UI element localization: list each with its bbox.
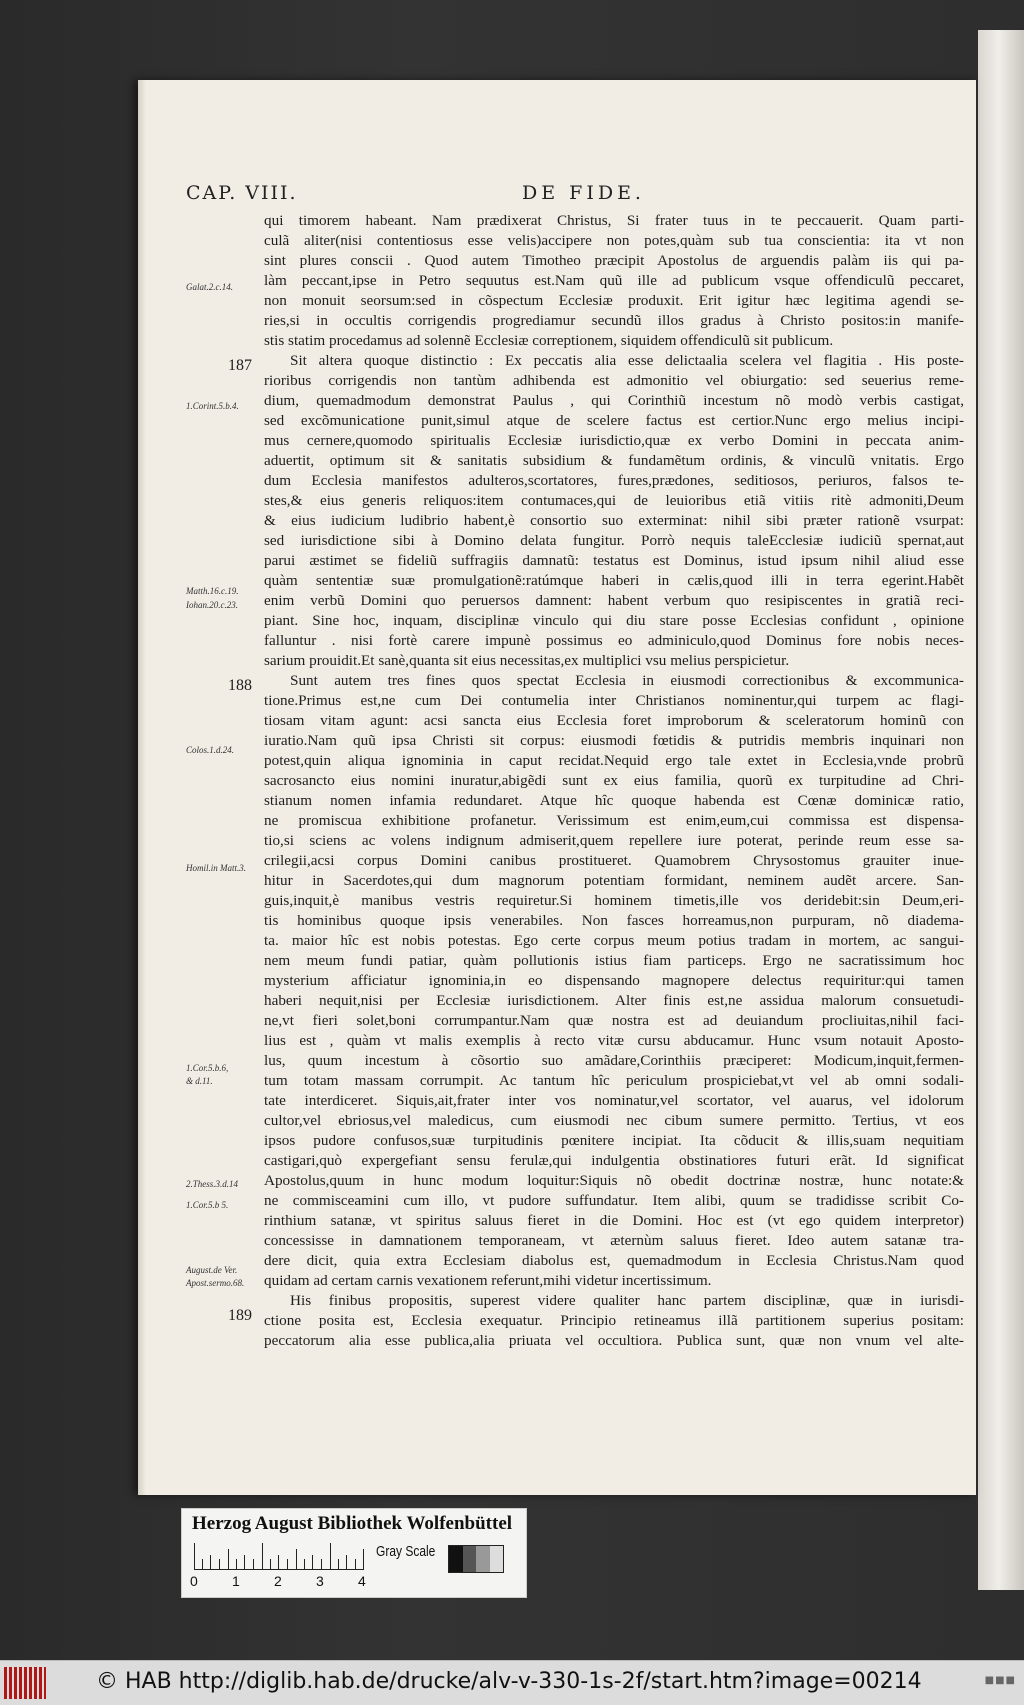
paragraph-number: 188	[228, 677, 252, 694]
text-line: ries,si in occultis corrigendis progrediamur secundũ illos gradus à Christo positos:in manife-	[264, 312, 964, 329]
text-line: ne commisceamini cum illo, vt pudore suffundatur. Item alibi, quum se tradidisse scribit Co-	[264, 1192, 964, 1209]
text-line: enim verbũ Domini quo peruersos damnent: habent verbum quo resipiscentes in gratiã reci-	[264, 592, 964, 609]
ruler-tick	[296, 1549, 297, 1569]
hab-logo-icon	[4, 1667, 46, 1699]
gray-scale-label: Gray Scale	[376, 1543, 436, 1560]
text-line: piant. Sine hoc, inquam, disciplinæ vinculo qui diu stare posse Ecclesias confidunt , opinione	[264, 612, 964, 629]
book-page	[138, 80, 976, 1495]
gray-swatch	[449, 1546, 463, 1572]
ruler-tick	[338, 1559, 339, 1569]
margin-note: 1.Cor.5.b 5.	[186, 1200, 229, 1210]
gray-scale-swatches	[448, 1545, 504, 1573]
text-line: qui timorem habeant. Nam prædixerat Christus, Si frater tuus in te peccauerit. Quam parti-	[264, 212, 964, 229]
ruler-tick	[278, 1555, 279, 1569]
margin-note: 1.Corint.5.b.4.	[186, 401, 239, 411]
text-line: tiosam vitam agunt: acsi sancta eius Ecclesia foret improborum & sceleratorum hominũ con	[264, 712, 964, 729]
text-line: concessisse in damnationem temporaneam, vt æternùm saluus fieret. Ideo autem satanæ tra-	[264, 1232, 964, 1249]
text-line: mysterium afficiatur ignominia,in eo dispensando magnopere delectus requiritur:qui tamen	[264, 972, 964, 989]
page-edge-shade	[138, 80, 146, 1495]
text-line: rinthium satanæ, vt spiritus saluus fieret in die Domini. Hoc est (vt ego quidem interpretor)	[264, 1212, 964, 1229]
ruler-tick	[236, 1559, 237, 1569]
text-line: tione.Primus est,ne cum Dei contumelia inter Christianos nominentur,qui turpem ac flagi-	[264, 692, 964, 709]
ruler-tick	[312, 1555, 313, 1569]
text-line: sed excõmunicatione punit,simul atque de scelere factus est certior.Nunc ergo melius incipi-	[264, 412, 964, 429]
text-line: falluntur . nisi fortè carere impunè possimus eo adminiculo,quod Dominus fore nobis neces-	[264, 632, 964, 649]
text-line: iuratio.Nam quũ ipsa Christi sit corpus: eiusmodi fœtidis & putridis membris inquinari non	[264, 732, 964, 749]
text-line: stes,& eius generis reliquos:item contumaces,qui de leuioribus etiã vitiis ritè admoniti,Deum	[264, 492, 964, 509]
measurement-ruler	[194, 1543, 364, 1570]
text-line: parui æstimet se fideliũ suffragiis damnatũ: testatus est Dominus, istud ipsum nihil aliud esse	[264, 552, 964, 569]
margin-note: Galat.2.c.14.	[186, 282, 233, 292]
text-line: aduertit, optimum sit & sanitatis subsidium & fundamẽtum ordinis, & vinculũ vnitatis. Ergo	[264, 452, 964, 469]
margin-note: August.de Ver.	[186, 1265, 238, 1275]
ruler-tick	[304, 1559, 305, 1569]
text-line: rioribus corrigendis non tantùm adhibenda est admonitio vel obiurgatio: sed seuerius reme-	[264, 372, 964, 389]
body-text	[264, 211, 964, 1351]
text-line: non monuit seorsum:sed in cõspectum Ecclesiæ produxit. Erit igitur hæc legitima agendi se-	[264, 292, 964, 309]
margin-note: Colos.1.d.24.	[186, 745, 235, 755]
text-line: culã aliter(nisi contentiosus esse velis)accipere non potes,quàm sub tua conscientia: ita vt non	[264, 232, 964, 249]
paragraph-number: 189	[228, 1307, 252, 1324]
ruler-tick	[270, 1559, 271, 1569]
right-page-edge	[978, 30, 1024, 1590]
gray-swatch	[490, 1546, 504, 1572]
text-line: Sit altera quoque distinctio : Ex peccatis alia esse delictaalia scelera vel flagitia . His poste-	[290, 352, 964, 369]
color-calibration-card	[181, 1508, 527, 1598]
footer-url-bar	[0, 1660, 1024, 1705]
text-line: guis,inquit,è manibus vestris requiretur.Si hominem timetis,ille vos deridebit:sin Deum,eri-	[264, 892, 964, 909]
text-line: hitur in Sacerdotes,qui dum magnorum potentiam formidant, neminem audẽt arcere. San-	[264, 872, 964, 889]
text-line: His finibus propositis, superest videre qualiter hanc partem disciplinæ, quæ in iurisdi-	[290, 1292, 964, 1309]
text-line: sed iurisdictione sibi à Domino delata fungitur. Porrò nequis taleEcclesiæ iudiciũ spernat,aut	[264, 532, 964, 549]
ruler-number: 0	[190, 1573, 198, 1589]
text-line: crilegii,acsi corpus Domini canibus prostitueret. Quamobrem Chrysostomus grauiter inue-	[264, 852, 964, 869]
ruler-tick	[253, 1559, 254, 1569]
text-line: peccatorum alia esse publica,alia priuata vel occultiora. Publica sunt, quæ non vnum vel alte-	[264, 1332, 964, 1349]
text-line: stis statim procedamus ad solennẽ Ecclesiæ correptionem, siquidem offendiculũ sit publicum.	[264, 332, 834, 349]
text-line: nem meum fundi patiar, quàm pollutionis istius fiam particeps. Ergo ne sacratissimum hoc	[264, 952, 964, 969]
margin-note: 2.Thess.3.d.14	[186, 1179, 239, 1189]
margin-note: Matth.16.c.19.	[186, 586, 239, 596]
ruler-tick	[194, 1543, 195, 1569]
margin-note: Iohan.20.c.23.	[186, 600, 238, 610]
footer-dots: ■■■	[984, 1675, 1016, 1686]
text-line: Sunt autem tres fines quos spectat Ecclesia in eiusmodi correctionibus & excommunica-	[290, 672, 964, 689]
ruler-tick	[202, 1559, 203, 1569]
text-line: & eius iudicium ludibrio habent,è consortio suo exterminat: nihil sibi præter rationẽ vsurpat:	[264, 512, 964, 529]
text-line: cultor,vel ebriosus,vel maledicus, cum eiusmodi nec cibum sumere permitto. Tertius, vt eos	[264, 1112, 964, 1129]
ruler-number: 2	[274, 1573, 282, 1589]
ruler-number: 4	[358, 1573, 366, 1589]
text-line: dere dicit, quia extra Ecclesiam diabolus est, quemadmodum in Ecclesia Christus.Nam quod	[264, 1252, 964, 1269]
text-line: ctione posita est, Ecclesia exequatur. Principio retineamus illã partitionem superius positam:	[264, 1312, 964, 1329]
text-line: tum totam massam corrumpit. Ac tantum hîc periculum prospiciebat,vt vel ab omni sodali-	[264, 1072, 964, 1089]
gray-swatch	[476, 1546, 490, 1572]
ruler-tick	[363, 1549, 364, 1569]
margin-note: 1.Cor.5.b.6,	[186, 1063, 229, 1073]
ruler-number: 3	[316, 1573, 324, 1589]
text-line: castigari,quò expergefiant sensu ferulæ,qui indulgentia obstinatiores futuri erãt. Id significat	[264, 1152, 964, 1169]
gray-swatch	[463, 1546, 477, 1572]
ruler-tick	[330, 1543, 331, 1569]
source-url[interactable]: © HAB http://diglib.hab.de/drucke/alv-v-330-1s-2f/start.htm?image=00214	[96, 1669, 922, 1694]
running-head-title: DE FIDE.	[522, 182, 645, 204]
text-line: ta. maior hîc est nobis potestas. Ego certe corpus meum potius tradam in mortem, ac sangui-	[264, 932, 964, 949]
ruler-tick	[346, 1555, 347, 1569]
text-line: quidam ad certam carnis vexationem referunt,mihi videtur incertissimum.	[264, 1272, 712, 1289]
text-line: sarium prouidit.Et sanè,quanta sit eius necessitas,ex multiplici vsu melius perspicietur.	[264, 652, 790, 669]
ruler-number: 1	[232, 1573, 240, 1589]
ruler-tick	[355, 1559, 356, 1569]
margin-note: Apost.sermo.68.	[186, 1278, 245, 1288]
margin-note: Homil.in Matt.3.	[186, 863, 246, 873]
text-line: stianum nomen infamia redundaret. Atque hîc quoque habenda est Cœnæ dominicæ ratio,	[264, 792, 964, 809]
ruler-tick	[244, 1555, 245, 1569]
text-line: tis hominibus quoque ipsis venerabiles. Non fasces horreamus,non purpuram, nõ diadema-	[264, 912, 964, 929]
text-line: tio,si sciens ac volens indignum admiserit,quem repellere iure poterat, perinde reum esse sa-	[264, 832, 964, 849]
ruler-tick	[219, 1559, 220, 1569]
library-name: Herzog August Bibliothek Wolfenbüttel	[192, 1513, 513, 1534]
text-line: ne,vt fieri solet,boni corrumpantur.Nam quæ nostra est ad deuiandum procliuitas,nihil faci-	[264, 1012, 964, 1029]
text-line: Apostolus,quum in hunc modum loquitur:Siquis nõ obedit doctrinæ nostræ, hunc notate:&	[264, 1172, 964, 1189]
ruler-tick	[287, 1559, 288, 1569]
running-head-chapter: CAP. VIII.	[186, 182, 298, 204]
text-line: haberi nequit,nisi per Ecclesiæ iurisdictionem. Alter finis est,ne assidua malorum consuetudi-	[264, 992, 964, 1009]
text-line: sacrosancto eius nomini inuratur,abigẽdi sunt ex eius familia, quorũ ex turpitudine ad Chri-	[264, 772, 964, 789]
text-line: dum Ecclesia manifestos adulteros,scortatores, fures,prædones, seditiosos, periuros, falsos te-	[264, 472, 964, 489]
ruler-tick	[262, 1543, 263, 1569]
paragraph-number: 187	[228, 357, 252, 374]
text-line: quàm sententiæ suæ promulgationẽ:ratúmque haberi in cælis,quod illi in terra egerint.Habẽt	[264, 572, 964, 589]
text-line: tate interdiceret. Siquis,ait,frater inter vos nominatur,vel scortator, vel auarus, vel idolorum	[264, 1092, 964, 1109]
text-line: mus cernere,quomodo spiritualis Ecclesiæ iurisdictio,quæ ex verbo Domini in peccata anim-	[264, 432, 964, 449]
text-line: ipsos pudore confusos,suæ turpitudinis pœnitere incipiat. Ita cõducit & illis,suam nequitiam	[264, 1132, 964, 1149]
margin-note: & d.11.	[186, 1076, 213, 1086]
text-line: dium, quemadmodum demonstrat Paulus , qui Corinthiũ incestum nõ modò verbis castigat,	[264, 392, 964, 409]
ruler-tick	[228, 1549, 229, 1569]
ruler-tick	[321, 1559, 322, 1569]
text-line: ne promiscua exhibitione profanetur. Verissimum est enim,eum,cui commissa est dispensa-	[264, 812, 964, 829]
text-line: potest,quin aliqua ignominia in caput recidat.Nequid ergo tale extet in Ecclesia,vnde probrũ	[264, 752, 964, 769]
text-line: lus, quum incestum à cõsortio suo amãdare,Corinthiis præciperet: Modicum,inquit,fermen-	[264, 1052, 964, 1069]
ruler-tick	[210, 1555, 211, 1569]
text-line: lius est , quàm vt malis exemplis à recto vitæ cursu abducamur. Hunc vsum notauit Aposto-	[264, 1032, 964, 1049]
text-line: làm peccant,ipse in Petro sequutus est.Nam quũ ille ad publicum vsque offendiculũ peccaret,	[264, 272, 964, 289]
text-line: sint plures conscii . Quod autem Timotheo præcipit Apostolus de arguendis palàm iis qui pa-	[264, 252, 964, 269]
